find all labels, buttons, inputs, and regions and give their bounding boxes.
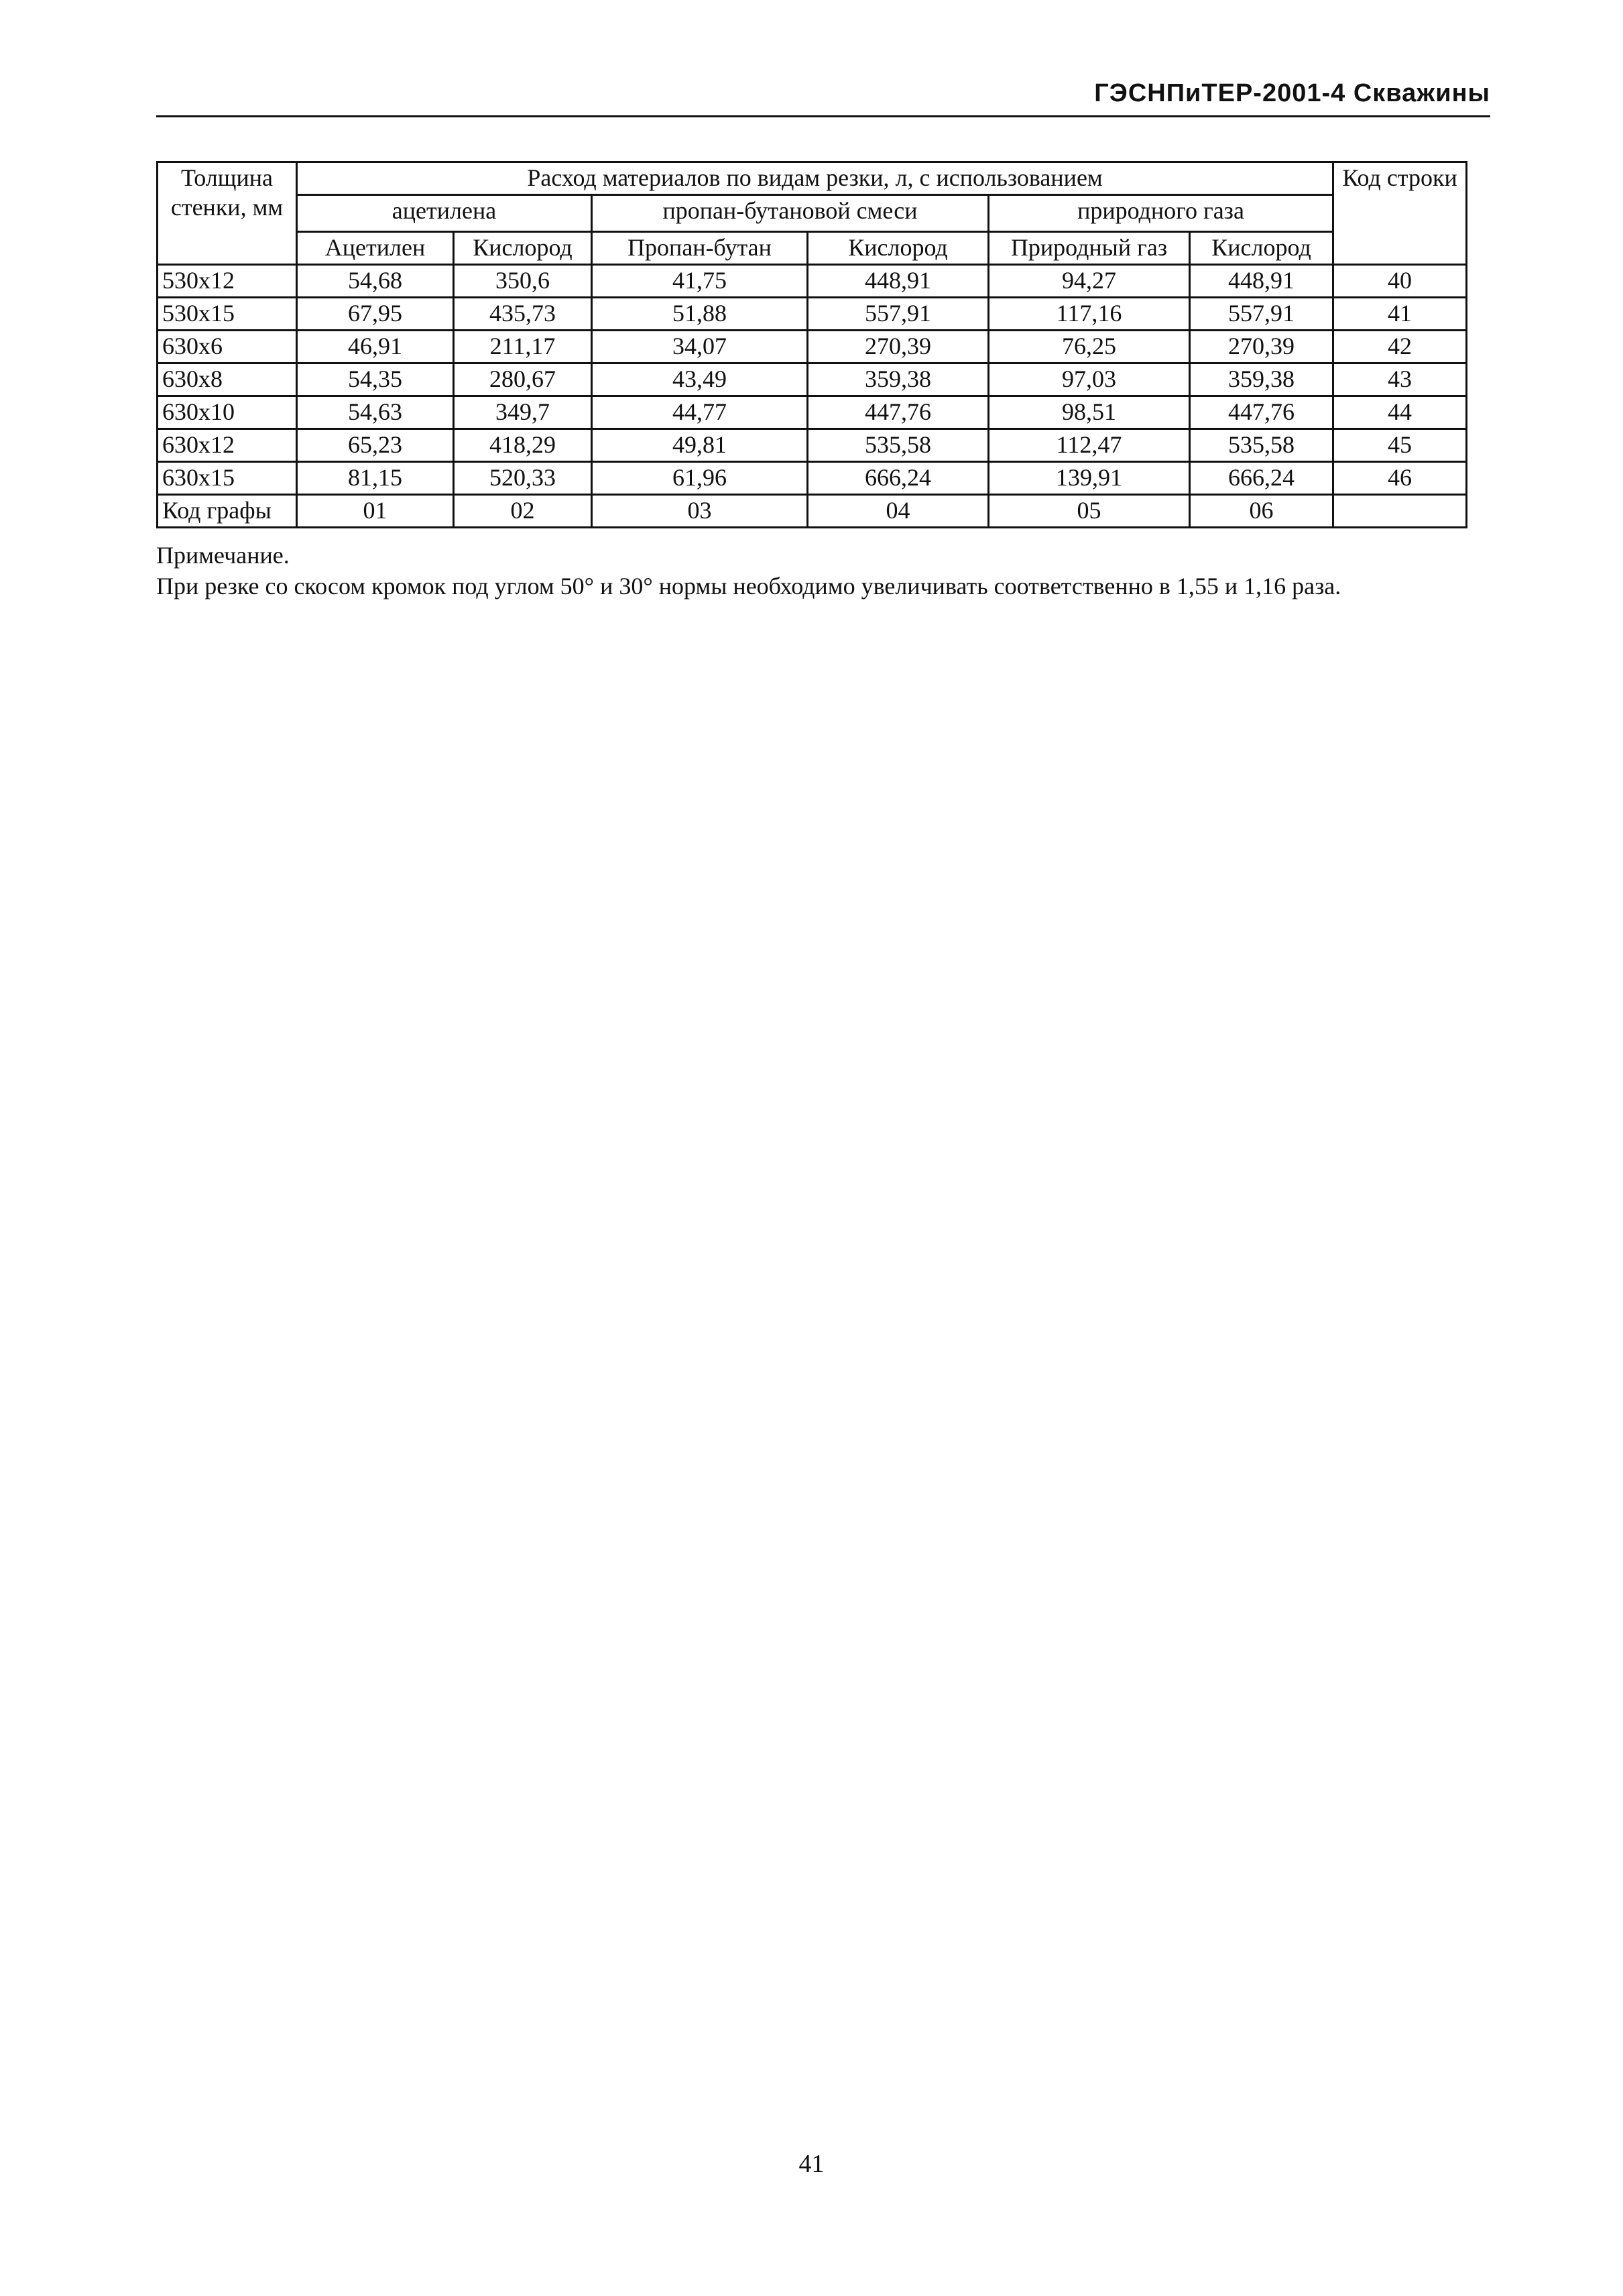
cell-value: 350,6 bbox=[454, 265, 592, 298]
cell-value: 41,75 bbox=[592, 265, 808, 298]
cell-value: 448,91 bbox=[808, 265, 989, 298]
column-code: 03 bbox=[592, 495, 808, 528]
column-code: 01 bbox=[297, 495, 454, 528]
page-number: 41 bbox=[798, 2150, 825, 2178]
cell-value: 139,91 bbox=[989, 462, 1190, 495]
table-row bbox=[158, 265, 1467, 298]
column-code: 02 bbox=[454, 495, 592, 528]
cell-value: 359,38 bbox=[808, 363, 989, 396]
row-code: 46 bbox=[1333, 462, 1467, 495]
cell-value: 46,91 bbox=[297, 331, 454, 363]
header-rule bbox=[156, 115, 1490, 117]
subheader-acetylene: ацетилена bbox=[297, 195, 592, 232]
cell-value: 67,95 bbox=[297, 298, 454, 331]
cell-value: 54,63 bbox=[297, 396, 454, 429]
column-code: 04 bbox=[808, 495, 989, 528]
cell-value: 270,39 bbox=[808, 331, 989, 363]
cell-value: 61,96 bbox=[592, 462, 808, 495]
row-size: 630x10 bbox=[158, 396, 297, 429]
cell-value: 112,47 bbox=[989, 429, 1190, 462]
row-code: 42 bbox=[1333, 331, 1467, 363]
row-size: 530x12 bbox=[158, 265, 297, 298]
cell-value: 447,76 bbox=[808, 396, 989, 429]
subheader-natural-gas: природного газа bbox=[989, 195, 1333, 232]
cell-value: 97,03 bbox=[989, 363, 1190, 396]
cell-value: 34,07 bbox=[592, 331, 808, 363]
column-code: 05 bbox=[989, 495, 1190, 528]
table-row bbox=[158, 462, 1467, 495]
cell-value: 359,38 bbox=[1190, 363, 1333, 396]
column-code: 06 bbox=[1190, 495, 1333, 528]
cell-value: 81,15 bbox=[297, 462, 454, 495]
column-codes-row bbox=[158, 495, 1467, 528]
gas-header: Ацетилен bbox=[297, 232, 454, 265]
cell-value: 557,91 bbox=[1190, 298, 1333, 331]
table-row bbox=[158, 298, 1467, 331]
cell-value: 666,24 bbox=[808, 462, 989, 495]
cell-value: 44,77 bbox=[592, 396, 808, 429]
row-code: 43 bbox=[1333, 363, 1467, 396]
cell-value: 117,16 bbox=[989, 298, 1190, 331]
note bbox=[156, 540, 1470, 601]
row-code: 41 bbox=[1333, 298, 1467, 331]
cell-value: 447,76 bbox=[1190, 396, 1333, 429]
row-code: 45 bbox=[1333, 429, 1467, 462]
cell-value: 349,7 bbox=[454, 396, 592, 429]
materials-table bbox=[156, 161, 1467, 528]
row-size: 630x8 bbox=[158, 363, 297, 396]
cell-value: 54,68 bbox=[297, 265, 454, 298]
cell-value: 435,73 bbox=[454, 298, 592, 331]
row-size: 630x12 bbox=[158, 429, 297, 462]
header-consumption-group: Расход материалов по видам резки, л, с использованием bbox=[297, 162, 1333, 195]
table-row bbox=[158, 363, 1467, 396]
cell-value: 270,39 bbox=[1190, 331, 1333, 363]
gas-header: Пропан-бутан bbox=[592, 232, 808, 265]
note-text: При резке со скосом кромок под углом 50° и 30° нормы необходимо увеличивать соответственно в 1,55 и 1,16 раза. bbox=[156, 573, 1341, 599]
row-code: 40 bbox=[1333, 265, 1467, 298]
cell-value: 520,33 bbox=[454, 462, 592, 495]
cell-value: 76,25 bbox=[989, 331, 1190, 363]
row-size: 630x6 bbox=[158, 331, 297, 363]
table-row bbox=[158, 331, 1467, 363]
row-size: 530x15 bbox=[158, 298, 297, 331]
cell-value: 49,81 bbox=[592, 429, 808, 462]
cell-value: 54,35 bbox=[297, 363, 454, 396]
note-title: Примечание. bbox=[156, 542, 290, 569]
gas-header: Кислород bbox=[454, 232, 592, 265]
cell-value: 666,24 bbox=[1190, 462, 1333, 495]
header-thickness: Толщина стенки, мм bbox=[158, 162, 297, 265]
running-header: ГЭСНПиТЕР-2001-4 Скважины bbox=[1094, 79, 1490, 107]
cell-value: 280,67 bbox=[454, 363, 592, 396]
subheader-propane-butane: пропан-бутановой смеси bbox=[592, 195, 989, 232]
cell-value: 557,91 bbox=[808, 298, 989, 331]
cell-value: 65,23 bbox=[297, 429, 454, 462]
cell-value: 43,49 bbox=[592, 363, 808, 396]
cell-value: 51,88 bbox=[592, 298, 808, 331]
row-code: 44 bbox=[1333, 396, 1467, 429]
row-size: 630x15 bbox=[158, 462, 297, 495]
empty-cell bbox=[1333, 495, 1467, 528]
cell-value: 448,91 bbox=[1190, 265, 1333, 298]
gas-header: Природный газ bbox=[989, 232, 1190, 265]
header-row-code: Код строки bbox=[1333, 162, 1467, 265]
column-codes-label: Код графы bbox=[158, 495, 297, 528]
cell-value: 535,58 bbox=[808, 429, 989, 462]
gas-header: Кислород bbox=[808, 232, 989, 265]
table-row bbox=[158, 396, 1467, 429]
gas-header: Кислород bbox=[1190, 232, 1333, 265]
cell-value: 211,17 bbox=[454, 331, 592, 363]
table-row bbox=[158, 429, 1467, 462]
cell-value: 94,27 bbox=[989, 265, 1190, 298]
cell-value: 418,29 bbox=[454, 429, 592, 462]
cell-value: 98,51 bbox=[989, 396, 1190, 429]
cell-value: 535,58 bbox=[1190, 429, 1333, 462]
